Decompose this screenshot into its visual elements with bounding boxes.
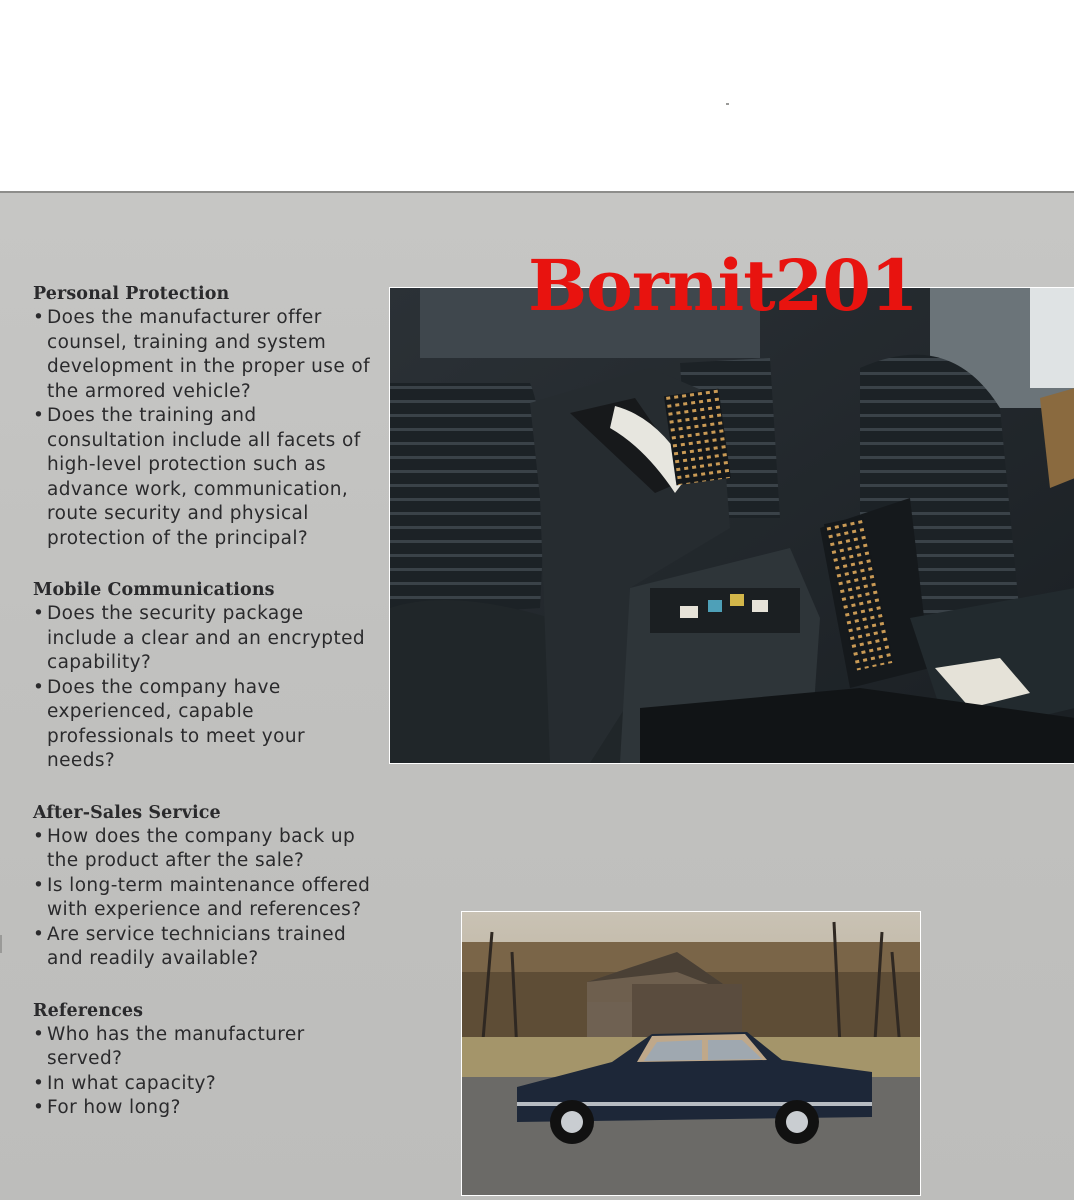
- scan-speck: [0, 935, 2, 953]
- armored-sedan-photo: [461, 911, 921, 1196]
- question-list: [33, 1023, 373, 1121]
- question-item: • Are service technicians trained and readily available?: [33, 923, 373, 972]
- question-list: [33, 825, 373, 972]
- section-after-sales-service: [33, 801, 373, 972]
- section-heading: After-Sales Service: [33, 802, 221, 823]
- question-item: • Who has the manufacturer served?: [33, 1023, 373, 1072]
- question-list: [33, 306, 373, 551]
- section-heading: Mobile Communications: [33, 580, 275, 600]
- question-item: • Does the company have experienced, capable professionals to meet your needs?: [33, 676, 373, 774]
- checklist-column: [33, 282, 373, 1148]
- question-item: • In what capacity?: [33, 1072, 373, 1097]
- watermark-text: Bornit201: [528, 244, 918, 327]
- scan-speck: [726, 103, 729, 105]
- question-item: • Is long-term maintenance offered with experience and references?: [33, 874, 373, 923]
- question-list: [33, 602, 373, 774]
- section-mobile-communications: [33, 578, 373, 774]
- section-personal-protection: [33, 282, 373, 551]
- section-heading: Personal Protection: [33, 284, 230, 304]
- question-item: • How does the company back up the product after the sale?: [33, 825, 373, 874]
- section-heading: References: [33, 1000, 144, 1021]
- vehicle-interior-photo: [389, 287, 1074, 764]
- question-item: • For how long?: [33, 1096, 373, 1121]
- question-item: • Does the manufacturer offer counsel, training and system development in the proper use of the armored vehicle?: [33, 306, 373, 404]
- question-item: • Does the security package include a clear and an encrypted capability?: [33, 602, 373, 676]
- section-references: [33, 999, 373, 1121]
- question-item: • Does the training and consultation include all facets of high-level protection such as advance work, communication, route security and physical protection of the principal?: [33, 404, 373, 551]
